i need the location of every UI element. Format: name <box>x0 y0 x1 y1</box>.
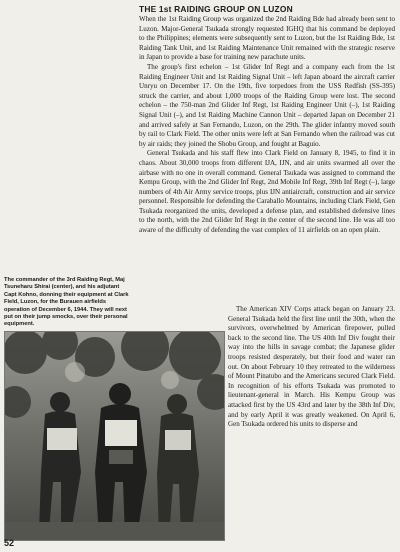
article-body-right <box>228 305 395 430</box>
article-body-top <box>139 15 395 236</box>
photo-graphic <box>5 332 224 540</box>
paragraph: The group's first echelon – 1st Glider Inf Regt and a company each from the 1st Raiding Engineer Unit and 1st Raiding Signal Unit – left Japan aboard the aircraft carrier Unryu on December 17. On the 19th, five torpedoes from the USS Redfish (SS-395) struck the carrier, and about 1,000 troops of the Raiding Group were lost. The second echelon – the 750-man 2nd Glider Inf Regt, 1st Raiding Engineer Unit (–), 1st Raiding Signal Unit (–), and 1st Raiding Machine Cannon Unit – departed Japan on December 21 and arrived safely at San Fernando, Luzon, on the 29th. The glider infantry moved south by rail to Clark Field. The other units were left at San Fernando when the railroad was cut by air raids; they joined the Shobu Group, and fought at Baguio. <box>139 62 395 148</box>
paragraph: General Tsukada and his staff flew into Clark Field on January 8, 1945, to find it in chaos. About 30,000 troops from different IJA, IJN, and air units swarmed all over the airbase with no one in overall command. General Tsukada was assigned to command the Kempu Group, with the 2nd Glider Inf Regt, 2nd Mobile Inf Regt, 39th Inf Regt (–), large numbers of 4th Air Army service troops, plus IJN antiaircraft, construction and air service personnel. Responsible for defending the Caraballo Mountains, including Clark Field, Gen Tsukada reorganized the units, developed a defense plan, and established defensive lines to the north, with the 2nd Glider Inf Regt in the center of the second line. He was all too aware of the difficulty of defending the vast complex of 11 airfields on an open plain. <box>139 149 395 235</box>
paragraph: The American XIV Corps attack began on January 23. General Tsukada held the first line until the 30th, when the survivors, overwhelmed by American firepower, pulled back to the second line. The US 40th Inf Div fought their way into the hills in savage combat; the Japanese glider troops resisted desperately, but their food and water ran out. On about February 10 they retreated to the wilderness of Mount Pinatubo and the Americans secured Clark Field. In recognition of his efforts Tsukada was promoted to lieutenant-general in March. His Kempu Group was attacked first by the US 43rd and later by the 38th Inf Div, and by early April it was greatly weakened. On April 6, Gen Tsukada ordered his units to disperse and <box>228 305 395 429</box>
photo-caption: The commander of the 3rd Raiding Regt, Maj Tsuneharu Shirai (center), and his adjutant Capt Kohno, donning their equipment at Clark Field, Luzon, for the Burauen airfields operation of December 6, 1944. They will next put on their jump smocks, over their personal equipment. <box>4 277 129 328</box>
paragraph: When the 1st Raiding Group was organized the 2nd Raiding Bde had already been sent to Luzon. Major-General Tsukada strongly requested IGHQ that his command be deployed to the Philippines; elements were subsequently sent to Luzon, but the 1st Raiding Bde, 1st Raiding Tank Unit, and 1st Raiding Maintenance Unit remained with the strategic reserve in Japan to provide a base for training new parachute units. <box>139 15 395 62</box>
article-heading: THE 1st RAIDING GROUP ON LUZON <box>139 4 293 14</box>
page-number: 52 <box>4 538 15 548</box>
photo <box>4 331 225 541</box>
